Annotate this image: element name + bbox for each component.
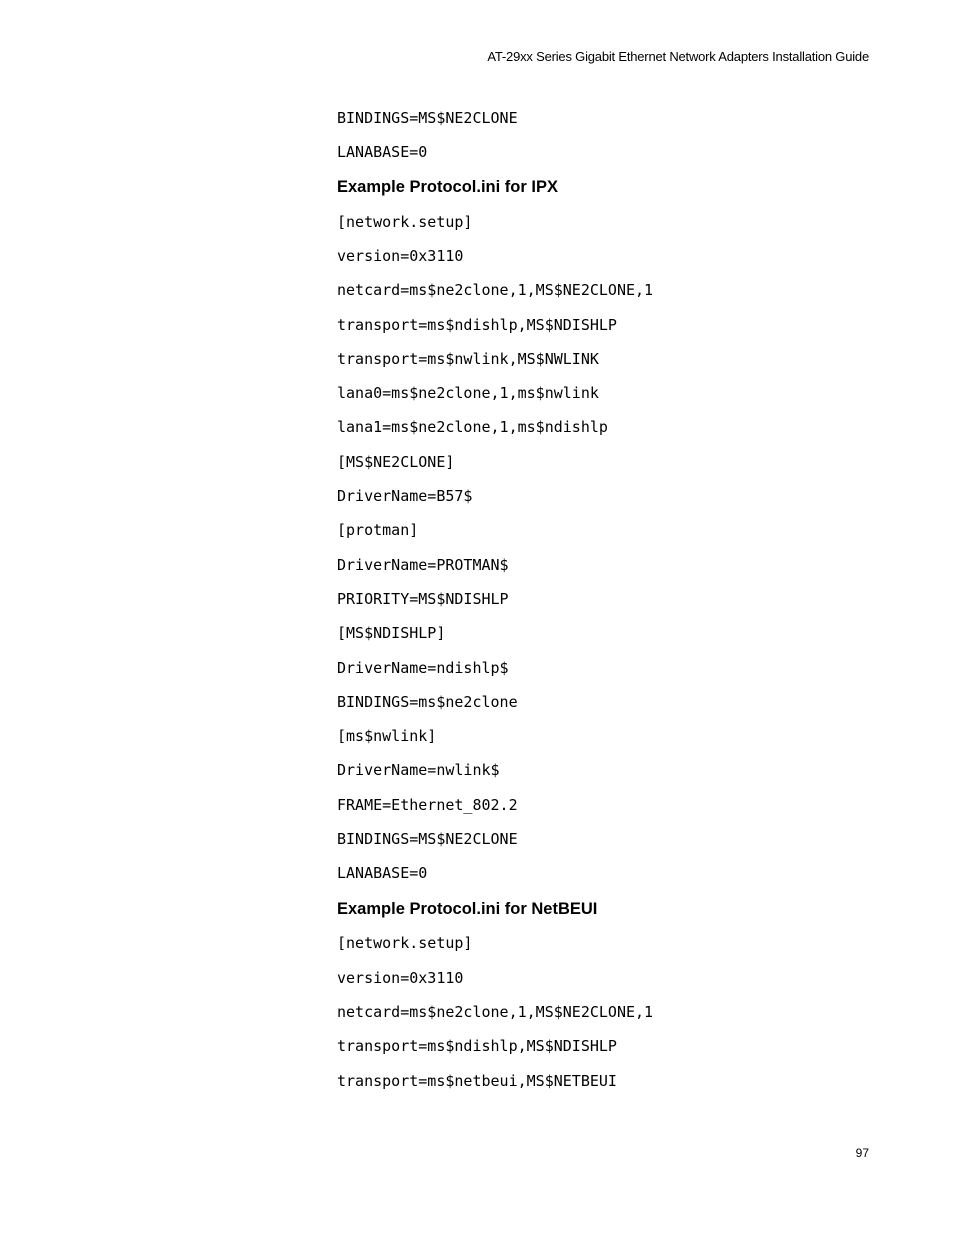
code-line: DriverName=ndishlp$ [337, 659, 509, 677]
code-line: transport=ms$ndishlp,MS$NDISHLP [337, 316, 617, 334]
code-line: transport=ms$ndishlp,MS$NDISHLP [337, 1037, 617, 1055]
code-line: DriverName=B57$ [337, 487, 473, 505]
code-line: BINDINGS=ms$ne2clone [337, 693, 518, 711]
code-line: [ms$nwlink] [337, 727, 437, 745]
code-line: version=0x3110 [337, 247, 464, 265]
code-line: DriverName=nwlink$ [337, 761, 500, 779]
code-line: transport=ms$netbeui,MS$NETBEUI [337, 1072, 617, 1090]
code-line: lana0=ms$ne2clone,1,ms$nwlink [337, 384, 599, 402]
code-line: [protman] [337, 521, 419, 539]
code-line: DriverName=PROTMAN$ [337, 556, 509, 574]
code-line: transport=ms$nwlink,MS$NWLINK [337, 350, 599, 368]
code-line: netcard=ms$ne2clone,1,MS$NE2CLONE,1 [337, 1003, 654, 1021]
section-heading-netbeui: Example Protocol.ini for NetBEUI [337, 900, 598, 918]
code-line: [network.setup] [337, 213, 473, 231]
code-line: lana1=ms$ne2clone,1,ms$ndishlp [337, 418, 608, 436]
page-number: 97 [855, 1146, 869, 1160]
code-line: [network.setup] [337, 934, 473, 952]
code-line: [MS$NE2CLONE] [337, 453, 455, 471]
code-line: PRIORITY=MS$NDISHLP [337, 590, 509, 608]
code-line: LANABASE=0 [337, 143, 428, 161]
code-line: netcard=ms$ne2clone,1,MS$NE2CLONE,1 [337, 281, 654, 299]
code-line: FRAME=Ethernet_802.2 [337, 796, 518, 814]
running-header: AT-29xx Series Gigabit Ethernet Network Adapters Installation Guide [487, 49, 869, 64]
code-line: BINDINGS=MS$NE2CLONE [337, 109, 518, 127]
code-line: version=0x3110 [337, 969, 464, 987]
section-heading-ipx: Example Protocol.ini for IPX [337, 178, 558, 196]
code-line: [MS$NDISHLP] [337, 624, 446, 642]
code-line: LANABASE=0 [337, 864, 428, 882]
code-line: BINDINGS=MS$NE2CLONE [337, 830, 518, 848]
